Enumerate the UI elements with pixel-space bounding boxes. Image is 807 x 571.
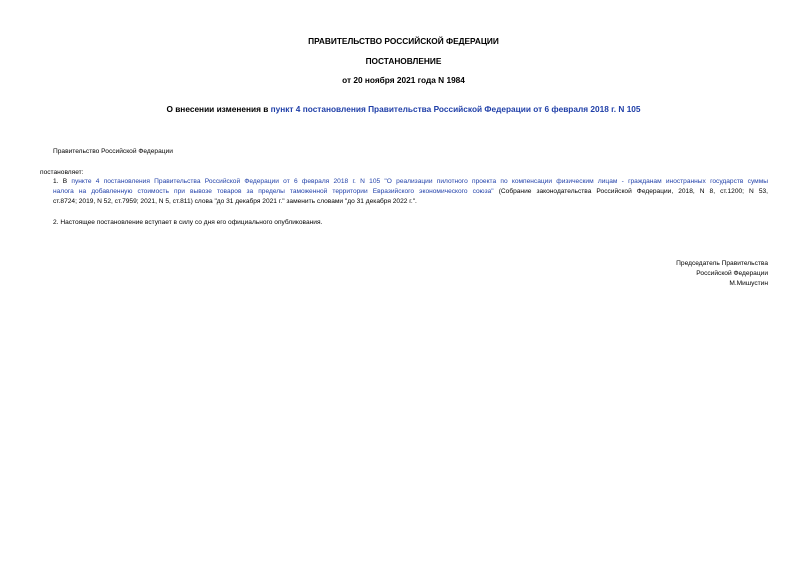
signature-title-1: Председатель Правительства <box>676 260 768 267</box>
signature-name: М.Мишустин <box>729 280 768 287</box>
document-title <box>0 104 807 114</box>
p1-rest: (Собрание законодательства Российской Федерации, 2018, N 8, ст.1200; N 53, <box>493 188 769 195</box>
title-link[interactable]: пункт 4 постановления Правительства Российской Федерации от 6 февраля 2018 г. N 105 <box>270 104 641 114</box>
org-heading: ПРАВИТЕЛЬСТВО РОССИЙСКОЙ ФЕДЕРАЦИИ <box>308 36 499 46</box>
p1-start: 1. В <box>53 178 72 185</box>
doc-type-heading: ПОСТАНОВЛЕНИЕ <box>365 56 442 66</box>
paragraph-1-line-1 <box>40 177 768 187</box>
date-number-heading: от 20 ноября 2021 года N 1984 <box>342 75 465 85</box>
signature-title-2: Российской Федерации <box>696 270 768 277</box>
government-text: Правительство Российской Федерации <box>53 148 173 155</box>
title-prefix: О внесении изменения в <box>166 104 271 114</box>
paragraph-1-line-2 <box>40 187 768 197</box>
paragraph-1 <box>40 177 768 207</box>
paragraph-1-line-3: ст.8724; 2019, N 52, ст.7959; 2021, N 5, ст.811) слова "до 31 декабря 2021 г." заменить словами "до 31 декабря 2022 г.". <box>53 198 417 205</box>
p1-link-part-1[interactable]: пункте 4 постановления Правительства Российской Федерации от 6 февраля 2018 г. N 105 "О реализации пилотного проекта по компенсации физическим лицам - гражданам иностранных государств суммы <box>71 178 768 185</box>
p1-link-part-2[interactable]: налога на добавленную стоимость при вывозе товаров за пределы таможенной территории Евразийского экономического союза" <box>53 188 494 195</box>
paragraph-2: 2. Настоящее постановление вступает в силу со дня его официального опубликования. <box>53 219 323 226</box>
decrees-text: постановляет: <box>40 169 84 176</box>
